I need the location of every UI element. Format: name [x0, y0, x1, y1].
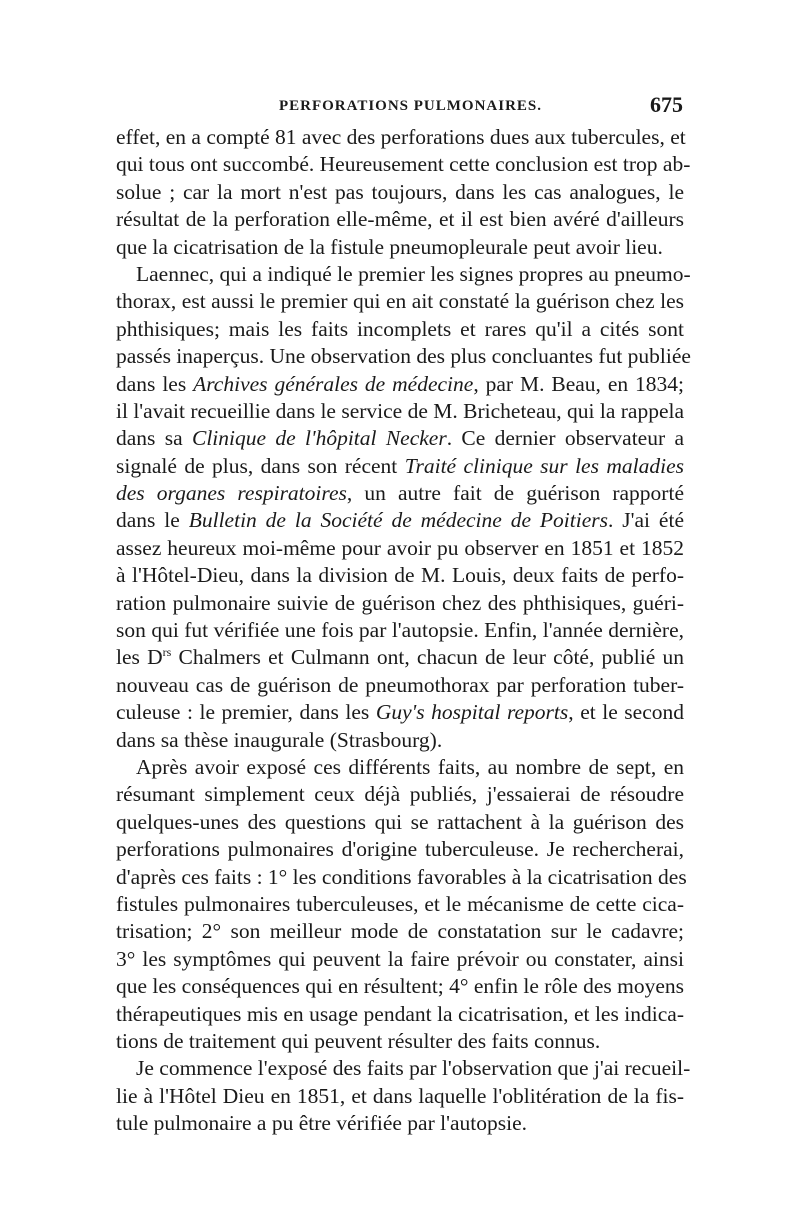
- text-line: thorax, est aussi le premier qui en ait constaté la guérison chez les: [116, 289, 684, 314]
- text-line: résultat de la perforation elle-même, et il est bien avéré d'ailleurs: [116, 207, 684, 232]
- text-line: quelques-unes des questions qui se rattachent à la guérison des: [116, 809, 684, 834]
- text-line: passés inaperçus. Une observation des plus concluantes fut publiée: [116, 344, 691, 369]
- text-line: fistules pulmonaires tuberculeuses, et le mécanisme de cette cica-: [116, 891, 684, 916]
- text-line: résumant simplement ceux déjà publiés, j'essaierai de résoudre: [116, 782, 684, 807]
- text-line: les $D^{rs}$ Chalmers et Culmann ont, chacun de leur côté, publié un: [116, 645, 684, 670]
- text-line: 3° les symptômes qui peuvent la faire prévoir ou constater, ainsi: [116, 946, 684, 971]
- paragraph-start-line: Laennec, qui a indiqué le premier les signes propres au pneumo-: [136, 261, 691, 286]
- text-line: phthisiques; mais les faits incomplets et rares qu'il a cités sont: [116, 316, 684, 341]
- text-line: lie à l'Hôtel Dieu en 1851, et dans laquelle l'oblitération de la fis-: [116, 1083, 684, 1108]
- text-line: des organes respiratoires, un autre fait de guérison rapporté: [116, 481, 684, 506]
- text-line: il l'avait recueillie dans le service de M. Bricheteau, qui la rappela: [116, 398, 685, 423]
- text-line: à l'Hôtel-Dieu, dans la division de M. Louis, deux faits de perfo-: [116, 563, 684, 588]
- text-line: effet, en a compté 81 avec des perforations dues aux tubercules, et: [116, 125, 686, 149]
- running-title: PERFORATIONS PULMONAIRES.: [278, 98, 543, 114]
- text-line: dans sa Clinique de l'hôpital Necker. Ce dernier observateur a: [116, 426, 684, 451]
- text-line: culeuse : le premier, dans les Guy's hospital reports, et le second: [116, 700, 684, 725]
- text-line: trisation; 2° son meilleur mode de constatation sur le cadavre;: [116, 919, 684, 944]
- text-line: que les conséquences qui en résultent; 4° enfin le rôle des moyens: [116, 974, 685, 999]
- text-line: nouveau cas de guérison de pneumothorax par perforation tuber-: [116, 672, 684, 697]
- page-number: 675: [650, 92, 683, 117]
- text-line: assez heureux moi-même pour avoir pu observer en 1851 et 1852: [116, 535, 684, 560]
- text-line: ration pulmonaire suivie de guérison chez des phthisiques, guéri-: [116, 590, 684, 615]
- text-line: tions de traitement qui peuvent résulter des faits connus.: [116, 1028, 601, 1053]
- text-line: dans sa thèse inaugurale (Strasbourg).: [116, 727, 443, 752]
- text-line: perforations pulmonaires d'origine tuberculeuse. Je rechercherai,: [116, 837, 684, 862]
- body-text: [116, 124, 691, 1137]
- text-line: solue ; car la mort n'est pas toujours, dans les cas analogues, le: [116, 179, 684, 204]
- text-line: signalé de plus, dans son récent Traité clinique sur les maladies: [116, 453, 684, 478]
- text-line: d'après ces faits : 1° les conditions favorables à la cicatrisation des: [116, 864, 687, 889]
- paragraph-start-line: Je commence l'exposé des faits par l'observation que j'ai recueil-: [136, 1056, 691, 1081]
- page-header: [118, 92, 683, 124]
- text-line: dans les Archives générales de médecine, par M. Beau, en 1834;: [116, 371, 684, 396]
- text-line: dans le Bulletin de la Société de médecine de Poitiers. J'ai été: [116, 508, 684, 533]
- text-line: thérapeutiques mis en usage pendant la cicatrisation, et les indica-: [116, 1001, 684, 1026]
- text-line: que la cicatrisation de la fistule pneumopleurale peut avoir lieu.: [116, 234, 663, 259]
- text-line: son qui fut vérifiée une fois par l'autopsie. Enfin, l'année dernière,: [116, 618, 684, 643]
- text-line: qui tous ont succombé. Heureusement cette conclusion est trop ab-: [116, 152, 691, 177]
- paragraph-start-line: Après avoir exposé ces différents faits, au nombre de sept, en: [136, 754, 684, 779]
- text-line: tule pulmonaire a pu être vérifiée par l'autopsie.: [116, 1111, 528, 1136]
